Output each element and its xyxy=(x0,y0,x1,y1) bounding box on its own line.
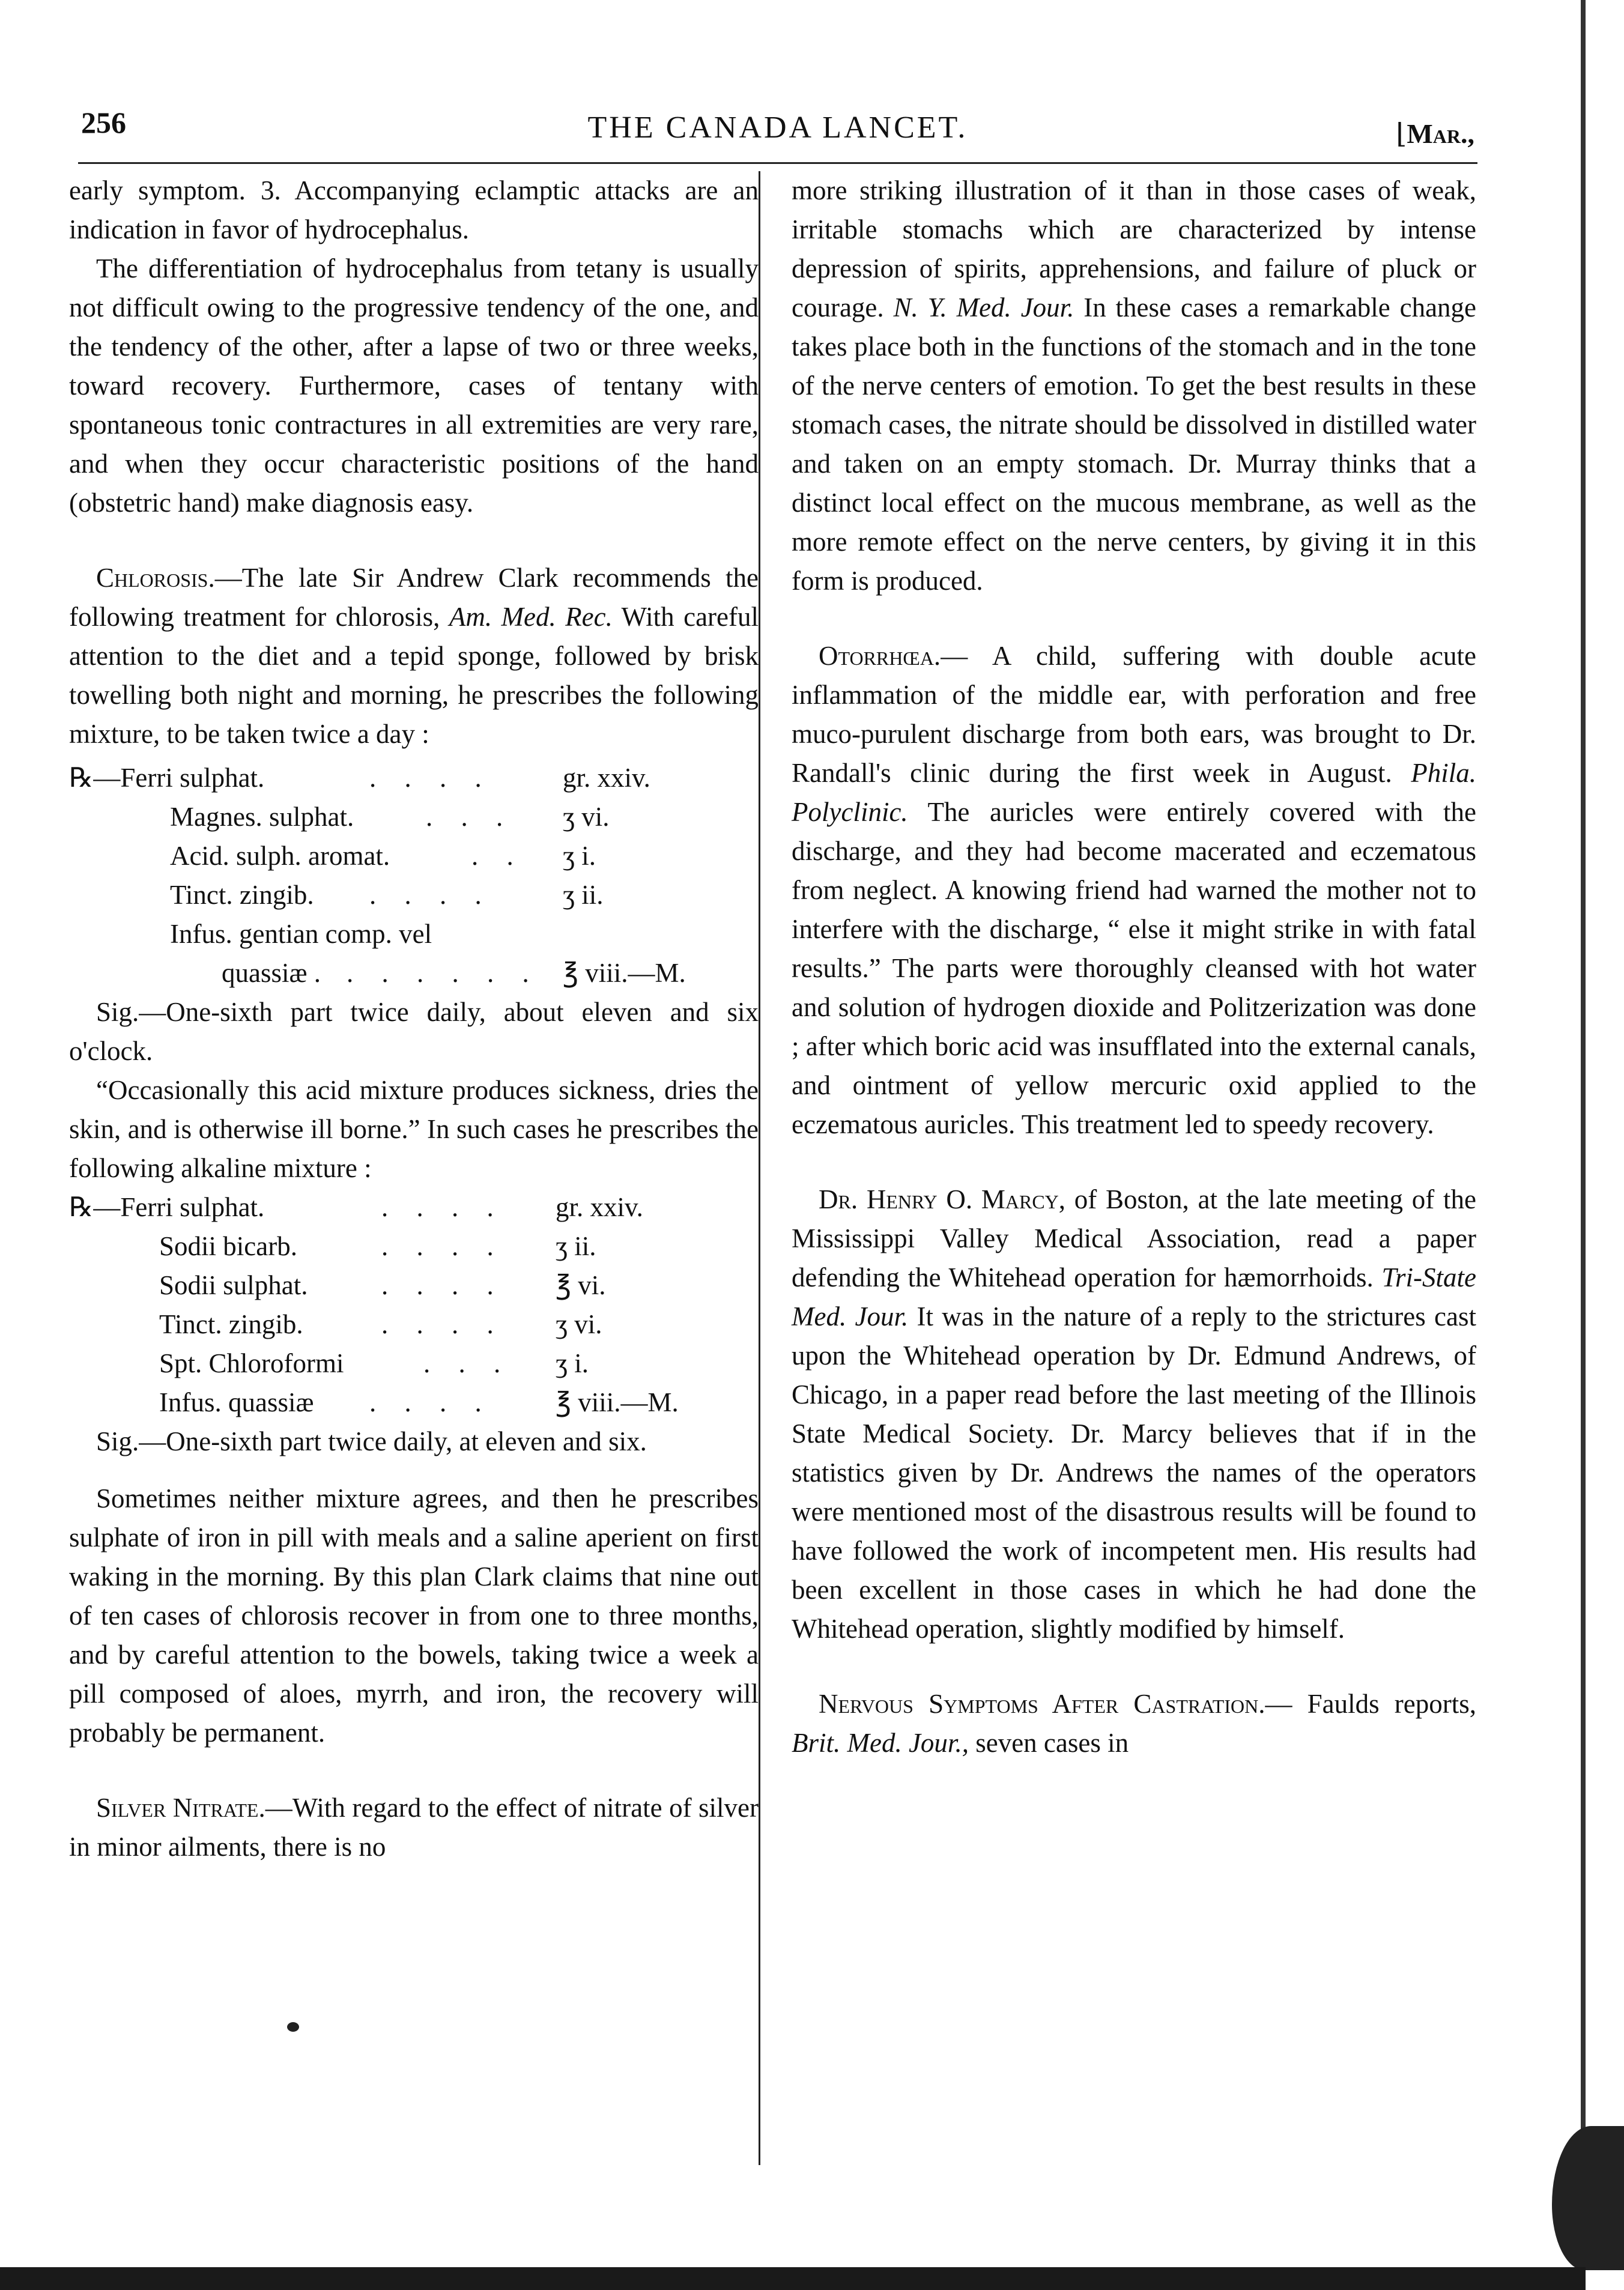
paragraph-marcy xyxy=(792,1180,1476,1649)
rx-ingredient: Infus. gentian comp. vel xyxy=(170,919,432,949)
rx-row xyxy=(69,1344,759,1383)
rx-quantity: ʒ vi. xyxy=(563,802,610,832)
rx-quantity: ʒ i. xyxy=(556,1348,589,1378)
citation-phila-polyclinic: Phila. Polyclinic. xyxy=(792,758,1477,827)
rx-leader: . . . . . . xyxy=(347,958,540,988)
rx-quantity: ʒ vi. xyxy=(556,1309,602,1339)
page-header xyxy=(81,105,1474,153)
section-heading-otorrhoea: Otorrhœa. xyxy=(819,641,941,671)
paragraph-iron-pill: Sometimes neither mixture agrees, and then he prescribes sulphate of iron in pill with meals and a saline aperient on first waking in the morning. By this plan Clark claims that nine out of ten cases of chlorosis recover in from one to three months, and by careful attention to the bowels, taking twice a week a pill composed of aloes, myrrh, and iron, the recovery will probably be permanent. xyxy=(69,1483,759,1748)
rx-row xyxy=(69,1227,759,1266)
rx-leader: . . . . xyxy=(369,763,492,793)
paragraph-hydrocephalus-symptom: early symptom. 3. Accompanying eclamptic attacks are an indication in favor of hydrocephalus. xyxy=(69,175,759,244)
rx-ingredient: Magnes. sulphat. xyxy=(170,802,354,832)
rx-row xyxy=(69,759,759,798)
rx-ingredient: Sodii bicarb. xyxy=(159,1231,297,1261)
rx-ingredient: Acid. sulph. aromat. xyxy=(170,841,390,871)
rx-quantity: ℥ viii.—M. xyxy=(563,958,686,988)
rx-row xyxy=(69,837,759,876)
ink-speck xyxy=(287,2022,299,2032)
signature-direction-1: Sig.—One-sixth part twice daily, about eleven and six o'clock. xyxy=(69,997,759,1066)
column-divider xyxy=(759,171,760,2165)
rx-quantity: ʒ i. xyxy=(563,841,596,871)
paragraph-nervous-symptoms xyxy=(792,1685,1476,1763)
rx-row xyxy=(69,876,759,915)
rx-ingredient: ℞—Ferri sulphat. xyxy=(69,763,265,793)
citation-ny-med-jour: N. Y. Med. Jour. xyxy=(893,292,1074,323)
rx-leader: . . . . xyxy=(381,1309,504,1339)
rx-leader: . . . xyxy=(423,1348,512,1378)
rx-quantity: ℥ viii.—M. xyxy=(556,1387,679,1417)
left-column xyxy=(69,171,759,1867)
rx-leader: . . . . xyxy=(381,1231,504,1261)
issue-month-text: Mar., xyxy=(1407,118,1474,149)
rx-ingredient: Tinct. zingib. xyxy=(159,1309,303,1339)
citation-am-med-rec: Am. Med. Rec. xyxy=(449,602,613,632)
scan-edge-bottom xyxy=(0,2267,1586,2290)
citation-tri-state: Tri-State Med. Jour. xyxy=(792,1262,1476,1331)
header-rule xyxy=(78,162,1477,164)
paragraph-silver-continued xyxy=(792,171,1476,601)
silver-text-b: more striking illustration of it than in those cases of weak, irritable stomachs which are characterized by intense depression of spirits, apprehensions, and failure of pluck or courage. xyxy=(792,175,1476,323)
oto-text-b: The auricles were entirely covered with the discharge, and they had become macerated and eczematous from neglect. A knowing friend had warned the mother not to interfere with the discharge, “ else it might strike in with fatal results.” The parts were thoroughly cleansed with hot water and solution of hydrogen dioxide and Politzerization was done ; after which boric acid was insufflated into the external canals, and ointment of yellow mercuric oxid applied to the eczematous auricles. This treatment led to speedy recovery. xyxy=(792,797,1476,1139)
prescription-acid-mixture xyxy=(69,759,759,993)
rx-row xyxy=(69,1305,759,1344)
rx-ingredient: Sodii sulphat. xyxy=(159,1270,308,1300)
rx-leader: . . . . xyxy=(369,880,492,910)
chlorosis-text-b: With careful attention to the diet and a tepid sponge, followed by brisk towelling both night and morning, he prescribes the following mixture, to be taken twice a day : xyxy=(69,602,759,749)
paragraph-acid-mixture-note: “Occasionally this acid mixture produces sickness, dries the skin, and is otherwise ill borne.” In such cases he prescribes the following alkaline mixture : xyxy=(69,1075,759,1183)
section-heading-silver-nitrate: Silver Nitrate. xyxy=(96,1793,265,1823)
rx-row xyxy=(69,798,759,837)
silver-text-a: —With regard to the effect of nitrate of silver in minor ailments, there is no xyxy=(69,1793,759,1862)
marcy-text-a: of Boston, at the late meeting of the Mississippi Valley Medical Association, read a paper defending the Whitehead operation for hæmorrhoids. xyxy=(792,1184,1476,1292)
rx-row xyxy=(69,1266,759,1305)
marcy-text-b: It was in the nature of a reply to the strictures cast upon the Whitehead operation by Dr. Edmund Andrews, of Chicago, in a paper read before the last meeting of the Illinois State Medical Society. Dr. Marcy believes that if in the statistics given by Dr. Andrews the names of the operators were mentioned most of the disastrous results will be found to have followed the work of incompetent men. His results had been excellent in those cases in which he had done the Whitehead operation, slightly modified by himself. xyxy=(792,1301,1476,1644)
nerv-text-b: seven cases in xyxy=(975,1728,1129,1758)
section-heading-chlorosis: Chlorosis. xyxy=(96,563,215,593)
rx-ingredient: Tinct. zingib. xyxy=(170,880,314,910)
rx-row xyxy=(69,954,759,993)
scan-edge-right xyxy=(1581,0,1586,2290)
rx-ingredient: quassiæ . xyxy=(222,958,321,988)
rx-row xyxy=(69,1383,759,1422)
rx-row xyxy=(69,915,759,954)
rx-quantity: ʒ ii. xyxy=(563,880,604,910)
paragraph-differentiation: The differentiation of hydrocephalus from tetany is usually not difficult owing to the progressive tendency of the one, and the tendency of the other, after a lapse of two or three weeks, toward recovery. Furthermore, cases of tentany with spontaneous tonic contractures in all extremities are very rare, and when they occur characteristic positions of the hand (obstetric hand) make diagnosis easy. xyxy=(69,253,759,518)
bracket-mark: ⌊ xyxy=(1396,118,1407,149)
rx-leader: . . . xyxy=(426,802,514,832)
rx-quantity: ℥ vi. xyxy=(556,1270,606,1300)
page-number: 256 xyxy=(81,106,126,139)
section-heading-nervous-symptoms: Nervous Symptoms After Castration. xyxy=(819,1689,1265,1719)
paragraph-chlorosis xyxy=(69,559,759,754)
rx-row xyxy=(69,1188,759,1227)
citation-brit-med-jour: Brit. Med. Jour., xyxy=(792,1728,969,1758)
rx-ingredient: Spt. Chloroformi xyxy=(159,1348,344,1378)
rx-quantity: gr. xxiv. xyxy=(563,763,650,793)
running-title: THE CANADA LANCET. xyxy=(587,111,968,145)
rx-leader: . . . . xyxy=(381,1270,504,1300)
issue-month xyxy=(1396,117,1474,150)
nerv-text-a: — Faulds reports, xyxy=(1265,1689,1476,1719)
silver-text-c: In these cases a remarkable change takes place both in the functions of the stomach and in the tone of the nerve centers of emotion. To get the best results in these stomach cases, the nitrate should be dissolved in distilled water and taken on an empty stomach. Dr. Murray thinks that a distinct local effect on the mucous membrane, as well as the more remote effect on the nerve centers, by giving it in this form is produced. xyxy=(792,292,1477,596)
rx-ingredient: ℞—Ferri sulphat. xyxy=(69,1192,265,1222)
oto-text-a: — A child, suffering with double acute inflammation of the middle ear, with perforation and free muco-purulent discharge from both ears, was brought to Dr. Randall's clinic during the first week in August. xyxy=(792,641,1476,788)
scan-edge-blot xyxy=(1552,2126,1624,2270)
section-heading-marcy: Dr. Henry O. Marcy, xyxy=(819,1184,1066,1214)
right-column xyxy=(792,171,1476,1763)
rx-quantity: gr. xxiv. xyxy=(556,1192,643,1222)
rx-quantity: ʒ ii. xyxy=(556,1231,596,1261)
paragraph-otorrhoea xyxy=(792,637,1476,1144)
rx-leader: . . . . xyxy=(369,1387,492,1417)
rx-leader: . . xyxy=(471,841,524,871)
chlorosis-text-a: —The late Sir Andrew Clark recommends the following treatment for chlorosis, xyxy=(69,563,759,632)
signature-direction-2: Sig.—One-sixth part twice daily, at eleven and six. xyxy=(96,1426,647,1456)
rx-ingredient: Infus. quassiæ xyxy=(159,1387,314,1417)
paragraph-silver-nitrate xyxy=(69,1789,759,1867)
rx-leader: . . . . xyxy=(381,1192,504,1222)
prescription-alkaline-mixture xyxy=(69,1188,759,1422)
